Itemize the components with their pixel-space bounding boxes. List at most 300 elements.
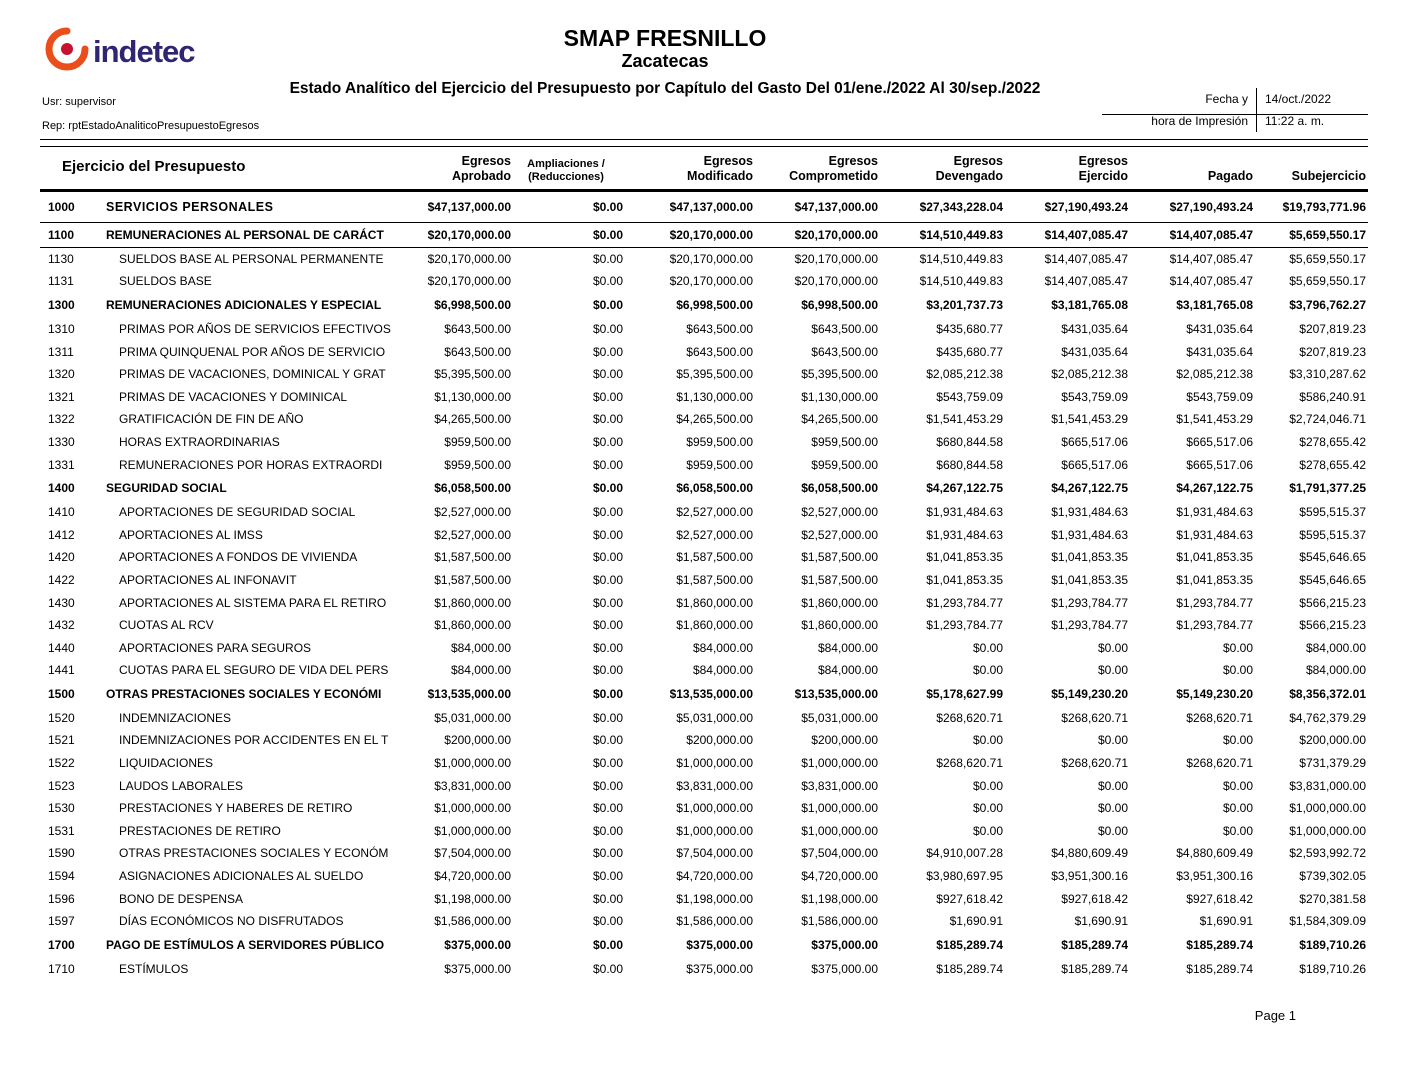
row-amount: $1,041,853.35 xyxy=(1051,572,1128,587)
row-amount: $643,500.00 xyxy=(444,321,511,336)
row-amount: $6,998,500.00 xyxy=(676,298,753,313)
row-amount: $586,240.91 xyxy=(1299,389,1366,404)
row-amount: $1,130,000.00 xyxy=(801,389,878,404)
row-amount: $1,860,000.00 xyxy=(434,595,511,610)
row-amount: $6,058,500.00 xyxy=(676,481,753,496)
row-amount: $0.00 xyxy=(592,618,623,633)
row-amount: $0.00 xyxy=(1097,778,1128,793)
row-amount: $0.00 xyxy=(592,389,623,404)
row-amount: $3,951,300.16 xyxy=(1176,869,1253,884)
row-amount: $0.00 xyxy=(592,572,623,587)
row-amount: $200,000.00 xyxy=(444,733,511,748)
row-description: CUOTAS PARA EL SEGURO DE VIDA DEL PERS xyxy=(119,663,389,678)
row-code: 1710 xyxy=(48,961,75,976)
row-amount: $2,085,212.38 xyxy=(926,367,1003,382)
row-amount: $431,035.64 xyxy=(1186,321,1253,336)
row-amount: $0.00 xyxy=(592,823,623,838)
row-amount: $545,646.65 xyxy=(1299,572,1366,587)
row-amount: $0.00 xyxy=(592,801,623,816)
divider-line-top xyxy=(1102,114,1368,115)
row-description: APORTACIONES PARA SEGUROS xyxy=(119,640,312,655)
row-amount: $47,137,000.00 xyxy=(395,191,513,223)
row-amount: $3,310,287.62 xyxy=(1289,367,1366,382)
row-description: OTRAS PRESTACIONES SOCIALES Y ECONÓM xyxy=(119,846,389,861)
row-amount: $20,170,000.00 xyxy=(625,223,755,248)
table-row xyxy=(40,614,1368,637)
row-amount: $0.00 xyxy=(972,663,1003,678)
col-header-modificado: Egresos Modificado xyxy=(625,147,755,191)
row-amount: $0.00 xyxy=(592,778,623,793)
row-code: 1523 xyxy=(48,778,75,793)
row-code: 1530 xyxy=(48,801,75,816)
row-amount: $14,407,085.47 xyxy=(1169,274,1253,289)
row-amount: $566,215.23 xyxy=(1299,595,1366,610)
row-amount: $1,000,000.00 xyxy=(801,801,878,816)
row-amount: $1,130,000.00 xyxy=(434,389,511,404)
row-amount: $0.00 xyxy=(592,457,623,472)
org-name: SMAP FRESNILLO xyxy=(563,25,767,51)
row-amount: $1,041,853.35 xyxy=(926,550,1003,565)
table-row xyxy=(40,408,1368,431)
row-amount: $1,293,784.77 xyxy=(926,618,1003,633)
row-amount: $1,293,784.77 xyxy=(1051,595,1128,610)
row-amount: $1,587,500.00 xyxy=(676,572,753,587)
row-amount: $435,680.77 xyxy=(936,321,1003,336)
row-amount: $959,500.00 xyxy=(686,434,753,449)
row-amount: $1,690.91 xyxy=(1074,914,1128,929)
row-amount: $0.00 xyxy=(592,846,623,861)
row-amount: $1,931,484.63 xyxy=(1051,505,1128,520)
row-amount: $0.00 xyxy=(1097,733,1128,748)
table-row xyxy=(40,682,1368,707)
row-amount: $1,931,484.63 xyxy=(1051,527,1128,542)
row-amount: $0.00 xyxy=(592,961,623,976)
row-description: APORTACIONES AL SISTEMA PARA EL RETIRO xyxy=(119,595,387,610)
row-amount: $14,407,085.47 xyxy=(1130,223,1255,248)
row-description: APORTACIONES AL IMSS xyxy=(119,527,263,542)
row-amount: $14,407,085.47 xyxy=(1169,252,1253,267)
table-row xyxy=(40,501,1368,524)
table-row xyxy=(40,340,1368,363)
row-amount: $5,149,230.20 xyxy=(1051,687,1128,702)
row-amount: $4,720,000.00 xyxy=(434,869,511,884)
row-amount: $731,379.29 xyxy=(1299,756,1366,771)
row-amount: $14,407,085.47 xyxy=(1005,223,1130,248)
row-code: 1320 xyxy=(48,367,75,382)
col-header-ejercido: Egresos Ejercido xyxy=(1005,147,1130,191)
row-amount: $27,190,493.24 xyxy=(1005,191,1130,223)
row-amount: $5,031,000.00 xyxy=(801,710,878,725)
row-amount: $0.00 xyxy=(592,367,623,382)
row-description: REMUNERACIONES AL PERSONAL DE CARÁCT xyxy=(100,223,395,248)
row-amount: $27,343,228.04 xyxy=(880,191,1005,223)
row-amount: $0.00 xyxy=(592,733,623,748)
row-amount: $2,527,000.00 xyxy=(801,505,878,520)
row-amount: $0.00 xyxy=(592,412,623,427)
row-amount: $5,395,500.00 xyxy=(801,367,878,382)
row-amount: $14,510,449.83 xyxy=(880,223,1005,248)
table-row xyxy=(40,248,1368,271)
row-description: PAGO DE ESTÍMULOS A SERVIDORES PÚBLICO xyxy=(106,938,385,953)
row-code: 1000 xyxy=(40,191,100,223)
row-amount: $2,527,000.00 xyxy=(676,527,753,542)
row-amount: $4,762,379.29 xyxy=(1289,710,1366,725)
row-amount: $435,680.77 xyxy=(936,344,1003,359)
row-amount: $643,500.00 xyxy=(686,321,753,336)
row-code: 1410 xyxy=(48,505,75,520)
row-amount: $189,710.26 xyxy=(1299,938,1366,953)
row-amount: $268,620.71 xyxy=(1186,756,1253,771)
table-row xyxy=(40,476,1368,501)
row-amount: $543,759.09 xyxy=(936,389,1003,404)
table-row xyxy=(40,910,1368,933)
row-amount: $8,356,372.01 xyxy=(1289,687,1366,702)
page-number: Page 1 xyxy=(1254,1008,1296,1023)
row-amount: $0.00 xyxy=(592,687,623,702)
row-amount: $20,170,000.00 xyxy=(755,223,880,248)
row-code: 1330 xyxy=(48,434,75,449)
row-description: SUELDOS BASE xyxy=(119,274,212,289)
row-amount: $13,535,000.00 xyxy=(669,687,753,702)
row-code: 1311 xyxy=(48,344,74,359)
row-amount: $0.00 xyxy=(592,640,623,655)
meta-left xyxy=(42,96,259,132)
row-amount: $0.00 xyxy=(592,663,623,678)
row-amount: $959,500.00 xyxy=(811,457,878,472)
row-amount: $0.00 xyxy=(592,298,623,313)
row-amount: $0.00 xyxy=(592,550,623,565)
row-amount: $4,910,007.28 xyxy=(926,846,1003,861)
row-amount: $0.00 xyxy=(1097,823,1128,838)
row-amount: $185,289.74 xyxy=(936,961,1003,976)
row-amount: $375,000.00 xyxy=(686,938,753,953)
row-amount: $1,041,853.35 xyxy=(1051,550,1128,565)
row-amount: $1,587,500.00 xyxy=(676,550,753,565)
row-description: OTRAS PRESTACIONES SOCIALES Y ECONÓMI xyxy=(106,687,382,702)
row-amount: $0.00 xyxy=(592,505,623,520)
row-amount: $1,690.91 xyxy=(1199,914,1253,929)
row-amount: $680,844.58 xyxy=(936,457,1003,472)
row-code: 1400 xyxy=(48,481,75,496)
row-amount: $13,535,000.00 xyxy=(427,687,511,702)
table-row xyxy=(40,431,1368,454)
row-amount: $20,170,000.00 xyxy=(427,252,511,267)
col-header-pagado: Pagado xyxy=(1130,147,1255,191)
row-amount: $3,181,765.08 xyxy=(1176,298,1253,313)
row-amount: $959,500.00 xyxy=(811,434,878,449)
row-amount: $0.00 xyxy=(592,252,623,267)
row-amount: $4,720,000.00 xyxy=(676,869,753,884)
row-amount: $5,659,550.17 xyxy=(1289,274,1366,289)
table-row xyxy=(40,318,1368,341)
row-code: 1441 xyxy=(48,663,75,678)
row-amount: $1,931,484.63 xyxy=(926,527,1003,542)
row-amount: $0.00 xyxy=(592,869,623,884)
row-description: CUOTAS AL RCV xyxy=(119,618,214,633)
row-description: BONO DE DESPENSA xyxy=(119,891,244,906)
row-amount: $14,510,449.83 xyxy=(919,252,1003,267)
row-amount: $27,190,493.24 xyxy=(1130,191,1255,223)
row-description: PRIMA QUINQUENAL POR AÑOS DE SERVICIO xyxy=(119,344,386,359)
row-amount: $959,500.00 xyxy=(444,457,511,472)
row-amount: $1,587,500.00 xyxy=(434,550,511,565)
row-amount: $665,517.06 xyxy=(1061,434,1128,449)
row-amount: $0.00 xyxy=(1097,640,1128,655)
table-row xyxy=(40,453,1368,476)
table-row xyxy=(40,820,1368,843)
row-amount: $5,178,627.99 xyxy=(926,687,1003,702)
row-code: 1322 xyxy=(48,412,75,427)
row-amount: $1,791,377.25 xyxy=(1289,481,1366,496)
row-amount: $0.00 xyxy=(592,527,623,542)
row-amount: $1,541,453.29 xyxy=(926,412,1003,427)
row-description: LAUDOS LABORALES xyxy=(119,778,244,793)
row-amount: $1,541,453.29 xyxy=(1176,412,1253,427)
row-amount: $1,000,000.00 xyxy=(676,801,753,816)
row-amount: $1,584,309.09 xyxy=(1289,914,1366,929)
table-row xyxy=(40,659,1368,682)
row-description: APORTACIONES A FONDOS DE VIVIENDA xyxy=(119,550,358,565)
row-amount: $0.00 xyxy=(1222,778,1253,793)
row-amount: $2,085,212.38 xyxy=(1176,367,1253,382)
row-amount: $643,500.00 xyxy=(444,344,511,359)
row-amount: $1,000,000.00 xyxy=(676,823,753,838)
row-amount: $3,980,697.95 xyxy=(926,869,1003,884)
row-amount: $19,793,771.96 xyxy=(1255,191,1368,223)
row-amount: $5,031,000.00 xyxy=(434,710,511,725)
row-amount: $268,620.71 xyxy=(936,710,1003,725)
row-amount: $84,000.00 xyxy=(692,640,753,655)
row-amount: $84,000.00 xyxy=(692,663,753,678)
row-amount: $1,587,500.00 xyxy=(801,572,878,587)
col-header-ampliaciones: Ampliaciones / (Reducciones) xyxy=(513,147,625,191)
row-amount: $959,500.00 xyxy=(686,457,753,472)
row-amount: $268,620.71 xyxy=(1061,710,1128,725)
row-description: ASIGNACIONES ADICIONALES AL SUELDO xyxy=(119,869,364,884)
row-amount: $665,517.06 xyxy=(1186,457,1253,472)
row-code: 1321 xyxy=(48,389,75,404)
row-amount: $543,759.09 xyxy=(1061,389,1128,404)
row-amount: $927,618.42 xyxy=(1186,891,1253,906)
row-amount: $13,535,000.00 xyxy=(794,687,878,702)
table-row xyxy=(40,546,1368,569)
table-row xyxy=(40,223,1368,248)
row-amount: $0.00 xyxy=(592,481,623,496)
row-code: 1420 xyxy=(48,550,75,565)
table-header-row xyxy=(40,147,1368,191)
row-amount: $1,198,000.00 xyxy=(676,891,753,906)
print-datetime-block xyxy=(1094,88,1368,132)
row-amount: $84,000.00 xyxy=(450,640,511,655)
row-amount: $189,710.26 xyxy=(1299,961,1366,976)
table-row xyxy=(40,729,1368,752)
row-amount: $2,724,046.71 xyxy=(1289,412,1366,427)
row-amount: $2,085,212.38 xyxy=(1051,367,1128,382)
row-amount: $0.00 xyxy=(1222,640,1253,655)
row-amount: $1,198,000.00 xyxy=(434,891,511,906)
table-row xyxy=(40,842,1368,865)
row-amount: $1,586,000.00 xyxy=(434,914,511,929)
row-amount: $0.00 xyxy=(592,756,623,771)
table-row xyxy=(40,191,1368,223)
row-amount: $0.00 xyxy=(1222,663,1253,678)
row-amount: $1,860,000.00 xyxy=(801,618,878,633)
row-code: 1430 xyxy=(48,595,75,610)
row-amount: $1,041,853.35 xyxy=(926,572,1003,587)
row-amount: $543,759.09 xyxy=(1186,389,1253,404)
row-description: REMUNERACIONES ADICIONALES Y ESPECIAL xyxy=(106,298,382,313)
row-amount: $6,058,500.00 xyxy=(434,481,511,496)
row-amount: $566,215.23 xyxy=(1299,618,1366,633)
row-code: 1300 xyxy=(48,298,75,313)
row-amount: $200,000.00 xyxy=(1299,733,1366,748)
col-header-ejercicio: Ejercicio del Presupuesto xyxy=(40,147,395,191)
table-row xyxy=(40,797,1368,820)
row-amount: $84,000.00 xyxy=(817,663,878,678)
row-amount: $0.00 xyxy=(592,710,623,725)
row-amount: $20,170,000.00 xyxy=(395,223,513,248)
row-amount: $84,000.00 xyxy=(450,663,511,678)
row-code: 1432 xyxy=(48,618,75,633)
col-header-aprobado: Egresos Aprobado xyxy=(395,147,513,191)
table-row xyxy=(40,569,1368,592)
row-amount: $185,289.74 xyxy=(1061,961,1128,976)
row-amount: $0.00 xyxy=(592,274,623,289)
row-amount: $959,500.00 xyxy=(444,434,511,449)
row-amount: $375,000.00 xyxy=(444,938,511,953)
row-code: 1700 xyxy=(48,938,75,953)
row-code: 1522 xyxy=(48,756,75,771)
row-description: PRESTACIONES Y HABERES DE RETIRO xyxy=(119,801,353,816)
row-amount: $268,620.71 xyxy=(936,756,1003,771)
row-amount: $0.00 xyxy=(972,823,1003,838)
row-amount: $3,796,762.27 xyxy=(1289,298,1366,313)
row-amount: $200,000.00 xyxy=(811,733,878,748)
row-amount: $1,860,000.00 xyxy=(676,595,753,610)
row-description: APORTACIONES AL INFONAVIT xyxy=(119,572,297,587)
row-amount: $1,931,484.63 xyxy=(926,505,1003,520)
row-amount: $0.00 xyxy=(592,321,623,336)
row-amount: $3,951,300.16 xyxy=(1051,869,1128,884)
row-amount: $185,289.74 xyxy=(936,938,1003,953)
row-amount: $6,998,500.00 xyxy=(801,298,878,313)
row-amount: $4,880,609.49 xyxy=(1176,846,1253,861)
row-amount: $84,000.00 xyxy=(1305,640,1366,655)
row-amount: $278,655.42 xyxy=(1299,457,1366,472)
user-line: Usr: supervisor xyxy=(42,96,116,108)
row-amount: $643,500.00 xyxy=(811,344,878,359)
row-amount: $1,000,000.00 xyxy=(434,801,511,816)
table-body xyxy=(40,191,1368,981)
row-amount: $0.00 xyxy=(1222,801,1253,816)
row-amount: $1,130,000.00 xyxy=(676,389,753,404)
row-amount: $0.00 xyxy=(1222,733,1253,748)
row-amount: $927,618.42 xyxy=(936,891,1003,906)
row-amount: $431,035.64 xyxy=(1061,321,1128,336)
row-amount: $1,041,853.35 xyxy=(1176,550,1253,565)
report-id-line: Rep: rptEstadoAnaliticoPresupuestoEgresos xyxy=(42,120,260,132)
row-amount: $927,618.42 xyxy=(1061,891,1128,906)
table-row xyxy=(40,774,1368,797)
row-code: 1531 xyxy=(48,823,75,838)
row-amount: $1,041,853.35 xyxy=(1176,572,1253,587)
row-amount: $643,500.00 xyxy=(811,321,878,336)
row-amount: $200,000.00 xyxy=(686,733,753,748)
row-amount: $1,293,784.77 xyxy=(1051,618,1128,633)
row-amount: $20,170,000.00 xyxy=(669,274,753,289)
fecha-label: Fecha y xyxy=(1205,92,1248,106)
row-code: 1412 xyxy=(48,527,75,542)
row-description: SEGURIDAD SOCIAL xyxy=(106,481,227,496)
row-amount: $0.00 xyxy=(972,640,1003,655)
row-amount: $4,267,122.75 xyxy=(926,481,1003,496)
row-amount: $0.00 xyxy=(1097,663,1128,678)
row-amount: $0.00 xyxy=(592,344,623,359)
row-description: HORAS EXTRAORDINARIAS xyxy=(119,434,280,449)
row-description: SERVICIOS PERSONALES xyxy=(100,191,395,223)
table-row xyxy=(40,887,1368,910)
row-amount: $268,620.71 xyxy=(1061,756,1128,771)
row-amount: $270,381.58 xyxy=(1299,891,1366,906)
row-amount: $0.00 xyxy=(592,938,623,953)
row-amount: $0.00 xyxy=(972,733,1003,748)
row-amount: $1,293,784.77 xyxy=(1176,595,1253,610)
row-amount: $14,407,085.47 xyxy=(1044,274,1128,289)
row-amount: $375,000.00 xyxy=(811,961,878,976)
divider-line-bottom xyxy=(40,139,1368,140)
row-amount: $665,517.06 xyxy=(1186,434,1253,449)
row-code: 1594 xyxy=(48,869,75,884)
row-amount: $680,844.58 xyxy=(936,434,1003,449)
row-amount: $4,267,122.75 xyxy=(1051,481,1128,496)
row-amount: $3,831,000.00 xyxy=(801,778,878,793)
report-title: Estado Analítico del Ejercicio del Presupuesto por Capítulo del Gasto Del 01/ene./2022 Al 30/sep./2022 xyxy=(289,79,1041,97)
row-amount: $0.00 xyxy=(513,223,625,248)
row-amount: $431,035.64 xyxy=(1061,344,1128,359)
row-amount: $84,000.00 xyxy=(817,640,878,655)
row-description: INDEMNIZACIONES POR ACCIDENTES EN EL T xyxy=(119,733,389,748)
state-name: Zacatecas xyxy=(621,51,709,72)
row-amount: $1,000,000.00 xyxy=(1289,823,1366,838)
row-amount: $6,998,500.00 xyxy=(434,298,511,313)
row-amount: $20,170,000.00 xyxy=(794,252,878,267)
fecha-value: 14/oct./2022 xyxy=(1256,88,1368,110)
table-row xyxy=(40,293,1368,318)
table-row xyxy=(40,270,1368,293)
row-code: 1100 xyxy=(40,223,100,248)
row-amount: $3,201,737.73 xyxy=(926,298,1003,313)
row-amount: $2,527,000.00 xyxy=(434,505,511,520)
row-amount: $1,293,784.77 xyxy=(926,595,1003,610)
row-amount: $3,181,765.08 xyxy=(1051,298,1128,313)
row-code: 1520 xyxy=(48,710,75,725)
col-header-subejercicio: Subejercicio xyxy=(1255,147,1368,191)
row-amount: $595,515.37 xyxy=(1299,527,1366,542)
row-description: PRESTACIONES DE RETIRO xyxy=(119,823,281,838)
row-code: 1596 xyxy=(48,891,75,906)
row-amount: $1,198,000.00 xyxy=(801,891,878,906)
row-amount: $4,265,500.00 xyxy=(676,412,753,427)
row-amount: $207,819.23 xyxy=(1299,321,1366,336)
row-code: 1422 xyxy=(48,572,75,587)
row-description: LIQUIDACIONES xyxy=(119,756,214,771)
row-amount: $185,289.74 xyxy=(1061,938,1128,953)
row-amount: $1,931,484.63 xyxy=(1176,527,1253,542)
row-description: APORTACIONES DE SEGURIDAD SOCIAL xyxy=(119,505,356,520)
row-amount: $47,137,000.00 xyxy=(755,191,880,223)
row-amount: $1,860,000.00 xyxy=(801,595,878,610)
row-amount: $207,819.23 xyxy=(1299,344,1366,359)
